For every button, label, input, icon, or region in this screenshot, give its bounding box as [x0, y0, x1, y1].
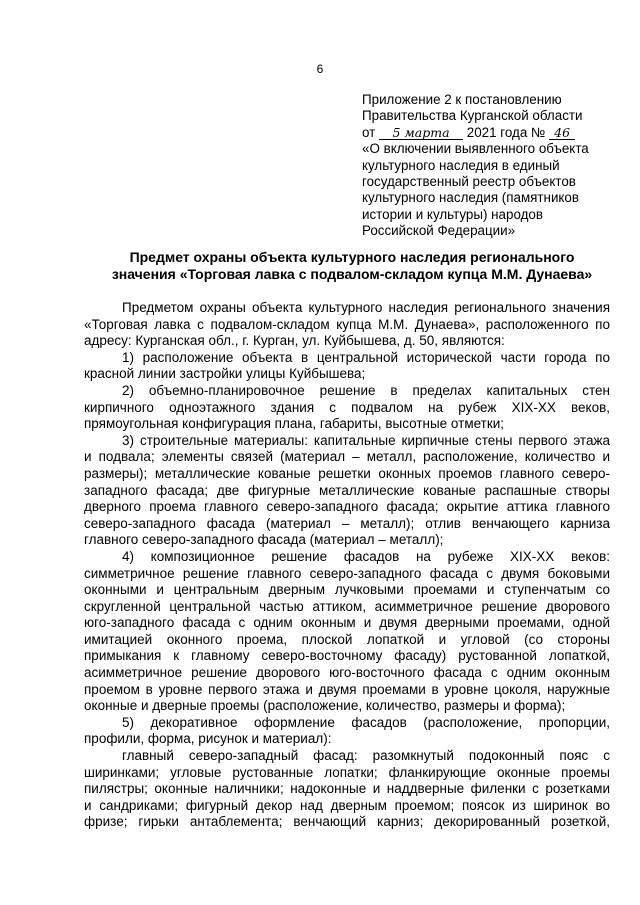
- body-line: асимметричное решение дворового юго-восточного фасада с одним оконным: [84, 665, 610, 681]
- appendix-line: культурного наследия в единый: [362, 157, 560, 173]
- appendix-line: Правительства Курганской области: [362, 108, 583, 124]
- body-line: фризе; гирьки антаблемента; венчающий карниз; декорированный розеткой,: [84, 814, 610, 830]
- body-line: главный северо-западный фасад: разомкнутый подоконный пояс с: [122, 748, 610, 764]
- appendix-line: истории и культуры) народов: [362, 206, 543, 222]
- body-line: Предметом охраны объекта культурного наследия регионального значения: [122, 300, 610, 315]
- body-line: юго-западного фасада с одним оконным и двумя дверными проемами, одной: [84, 615, 610, 631]
- body-line: имитацией оконного проема, плоской лопаткой и угловой (со стороны: [84, 631, 610, 647]
- date-year: 2021 года №: [466, 124, 546, 140]
- body-line: и сандриками; фигурный декор над дверным проемом; поясок из ширинок во: [84, 797, 610, 813]
- body-line: размеры); металлические кованые решетки оконных проемов главного северо-: [84, 465, 610, 481]
- date-prefix: от: [362, 124, 376, 140]
- body-line: пилястры; оконные наличники; надоконные и наддверные филенки с розетками: [84, 781, 610, 797]
- body-line: 5) декоративное оформление фасадов (расположение, пропорции,: [122, 714, 610, 730]
- handwritten-number: 46: [549, 126, 575, 140]
- body-line: «Торговая лавка с подвалом-складом купца М.М. Дунаева», расположенного по: [84, 316, 610, 332]
- body-line: дверного проема главного северо-западного фасада; окрытие аттика главного: [84, 499, 610, 515]
- document-title: [96, 249, 608, 283]
- body-line: 3) строительные материалы: капитальные кирпичные стены первого этажа: [122, 432, 610, 448]
- body-line: кирпичного одноэтажного здания с подвалом на рубеж XIX-XX веков,: [84, 399, 610, 415]
- appendix-line: Приложение 2 к постановлению: [362, 92, 562, 107]
- document-body: [84, 300, 610, 831]
- appendix-header: [362, 92, 624, 240]
- body-line: 4) композиционное решение фасадов на рубеже XIX-XX веков:: [122, 548, 610, 564]
- body-line: и подвала; элементы связей (материал – металл, расположение, количество и: [84, 449, 610, 465]
- body-line: ширинками; угловые рустованные лопатки; фланкирующие оконные проемы: [84, 764, 610, 780]
- body-line: западного фасада; две фигурные металлические кованые распашные створы: [84, 482, 610, 498]
- appendix-line: государственный реестр объектов: [362, 174, 576, 190]
- body-line: 1) расположение объекта в центральной исторической части города по: [122, 349, 610, 365]
- body-line: скругленной центральной частью аттиком, асимметричное решение дворового: [84, 598, 610, 614]
- appendix-date-line: [362, 125, 624, 141]
- title-line: значения «Торговая лавка с подвалом-складом купца М.М. Дунаева»: [111, 266, 593, 282]
- appendix-line: Российской Федерации»: [362, 223, 516, 239]
- body-line: профили, форма, рисунок и материал):: [84, 731, 332, 747]
- appendix-line: «О включении выявленного объекта: [362, 141, 589, 157]
- body-line: красной линии застройки улицы Куйбышева;: [84, 366, 366, 382]
- body-line: северо-западного фасада (материал – металл); отлив венчающего карниза: [84, 515, 610, 531]
- body-line: 2) объемно-планировочное решение в пределах капитальных стен: [122, 382, 610, 398]
- body-line: проемом в уровне первого этажа и двумя проемами в уровне цоколя, наружные: [84, 681, 610, 697]
- page-number: 6: [316, 62, 324, 76]
- body-line: оконные и дверные проемы (расположение, количество, размеры и форма);: [84, 698, 566, 714]
- body-line: прямоугольная конфигурация плана, габариты, высотные отметки;: [84, 416, 505, 432]
- title-line: Предмет охраны объекта культурного наследия регионального: [129, 249, 575, 265]
- appendix-line: культурного наследия (памятников: [362, 190, 579, 206]
- body-line: симметричное решение главного северо-западного фасада с двумя боковыми: [84, 565, 610, 581]
- body-line: главного северо-западного фасада (материал – металл);: [84, 532, 444, 548]
- body-line: адресу: Курганская обл., г. Курган, ул. Куйбышева, д. 50, являются:: [84, 333, 505, 349]
- handwritten-date: 5 марта: [379, 126, 463, 140]
- body-line: оконными и центральным дверным лучковыми проемами и ступенчатым со: [84, 582, 610, 598]
- body-line: примыкания к главному северо-восточному фасаду) рустованной лопаткой,: [84, 648, 610, 664]
